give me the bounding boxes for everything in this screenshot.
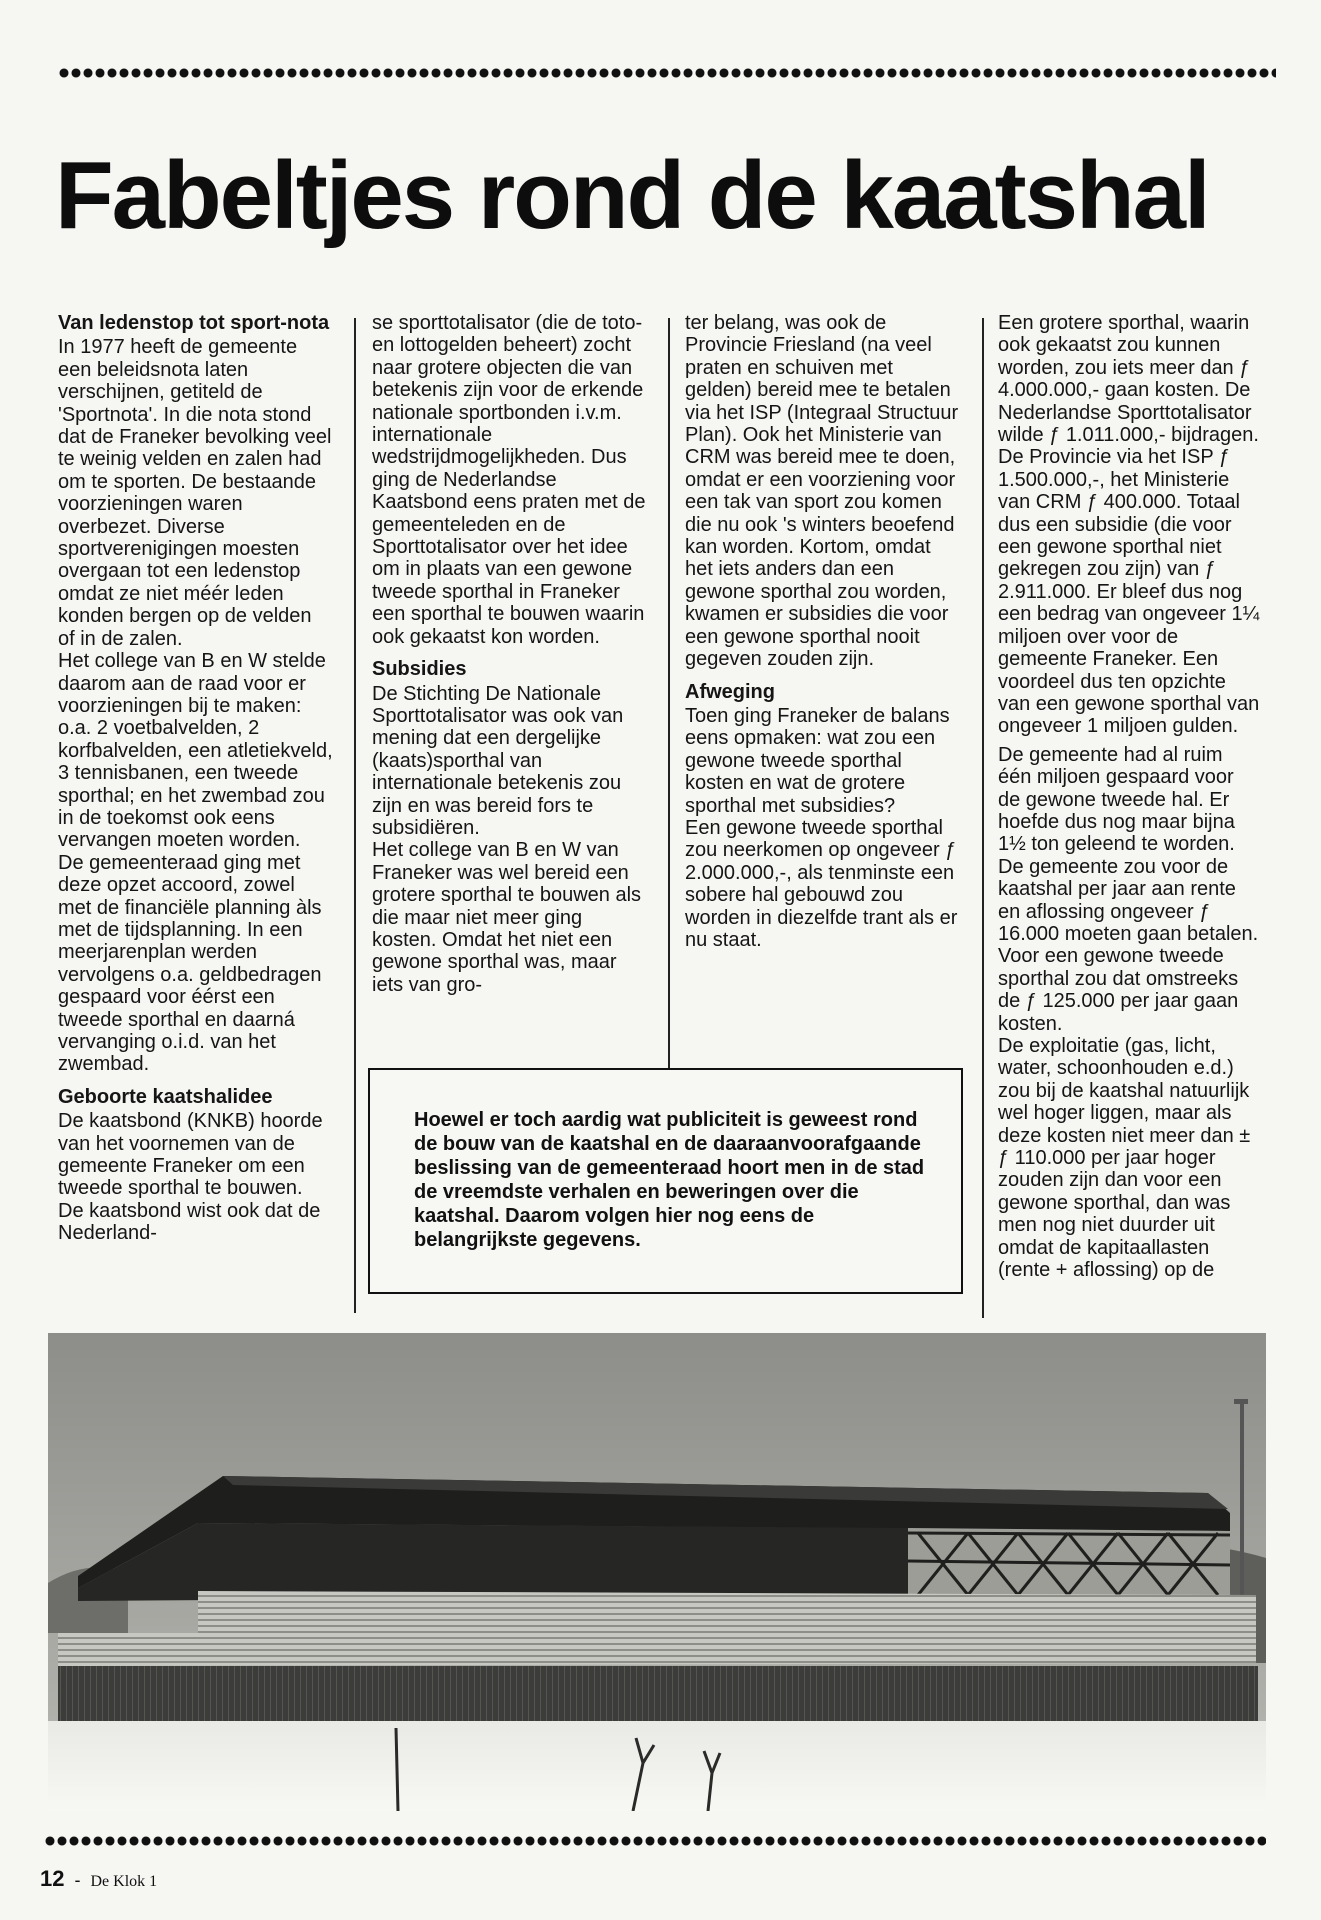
heading-ledenstop: Van ledenstop tot sport-nota (58, 312, 330, 334)
paragraph: De Stichting De Nationale Sporttotalisator was ook van mening dat een dergelijke (kaats)sporthal van internationale betekenis zou zijn en was bereid fors te subsidiëren. (372, 682, 624, 839)
column-divider (982, 318, 984, 1318)
heading-kaatshalidee: Geboorte kaatshalidee (58, 1085, 273, 1108)
kaatshal-photo (48, 1333, 1266, 1811)
page-number: 12 (40, 1866, 65, 1891)
page-footer (40, 1866, 157, 1892)
column-3 (685, 312, 960, 951)
column-divider (354, 318, 356, 1313)
column-4 (998, 312, 1260, 1281)
column-1 (58, 312, 333, 1245)
paragraph: De kaatsbond (KNKB) hoorde van het voornemen van de gemeente Franeker om een tweede sporthal te bouwen. De kaatsbond wist ook dat de Nederland- (58, 1110, 323, 1245)
column-2 (372, 312, 647, 996)
paragraph: Een grotere sporthal, waarin ook gekaatst zou kunnen worden, zou iets meer dan ƒ 4.000.000,- gaan kosten. De Nederlandse Sporttotalisator wilde ƒ 1.011.000,- bijdragen. De Provincie via het ISP ƒ 1.500.000,-, het Ministerie van CRM ƒ 400.000. Totaal dus een subsidie (die voor een gewone sporthal niet gekregen zou zijn) van ƒ 2.911.000. Er bleef dus nog een bedrag van ongeveer 1¼ miljoen over voor de gemeente Franeker. Een voordeel dus ten opzichte van een gewone sporthal van ongeveer 1 miljoen gulden. (998, 312, 1260, 738)
paragraph: In 1977 heeft de gemeente een beleidsnota laten verschijnen, getiteld de 'Sportnota'. In die nota stond dat de Franeker bevolking veel te weinig velden en zalen had om te sporten. De bestaande voorzieningen waren overbezet. Diverse sportverenigingen moesten overgaan tot een ledenstop omdat ze niet méér leden konden bergen op de velden of in de zalen. (58, 336, 332, 650)
paragraph: Het college van B en W van Franeker was wel bereid een grotere sporthal te bouwen als die maar niet meer ging kosten. Omdat het niet een gewone sporthal was, maar iets van gro- (372, 839, 642, 996)
column-divider (668, 318, 670, 1070)
footer-separator: - (74, 1870, 81, 1890)
paragraph: De exploitatie (gas, licht, water, schoonhouden e.d.) zou bij de kaatshal natuurlijk wel hoger liggen, maar als deze kosten niet meer dan ± ƒ 110.000 per jaar hoger zouden zijn dan voor een gewone sporthal, dan was men nog niet duurder uit omdat de kapitaallasten (rente + aflossing) op de (998, 1035, 1251, 1282)
kaatshal-photo-drawing (48, 1333, 1266, 1811)
paragraph: De gemeente had al ruim één miljoen gespaard voor de gewone tweede hal. Er hoefde dus nog maar bijna 1½ ton geleend te worden. De gemeente zou voor de kaatshal per jaar aan rente en aflossing ongeveer ƒ 16.000 moeten gaan betalen. Voor een gewone tweede sporthal zou dat omstreeks de ƒ 125.000 per jaar gaan kosten. (998, 743, 1259, 1035)
intro-text: Hoewel er toch aardig wat publiciteit is geweest rond de bouw van de kaatshal en de daaraanvoorafgaande beslissing van de gemeenteraad hoort men in de stad de vreemdste verhalen en beweringen over die kaatshal. Daarom volgen hier nog eens de belangrijkste gegevens. (414, 1109, 925, 1251)
paragraph: se sporttotalisator (die de toto- en lottogelden beheert) zocht naar grotere objecten die van betekenis zijn voor de erkende nationale sportbonden i.v.m. internationale wedstrijdmogelijkheden. Dus ging de Nederlandse Kaatsbond eens praten met de gemeenteleden en de Sporttotalisator over het idee om in plaats van een gewone tweede sporthal in Franeker een sporthal te bouwen waarin ook gekaatst kon worden. (372, 312, 646, 648)
intro-box (368, 1068, 963, 1294)
page-title: Fabeltjes rond de kaatshal (55, 142, 1209, 249)
paragraph: Toen ging Franeker de balans eens opmaken: wat zou een gewone tweede sporthal kosten en wat de grotere sporthal met subsidies? (685, 704, 950, 817)
bottom-dot-border (44, 1834, 1266, 1848)
heading-afweging: Afweging (685, 680, 775, 703)
top-dot-border (58, 66, 1276, 80)
paragraph: Het college van B en W stelde daarom aan de raad voor er voorzieningen bij te maken: o.a. 2 voetbalvelden, 2 korfbalvelden, een atletiekveld, 3 tennisbanen, een tweede sporthal; en het zwembad zou in de toekomst ook eens vervangen moeten worden. (58, 650, 333, 852)
paragraph: De gemeenteraad ging met deze opzet accoord, zowel met de financiële planning àls met de tijdsplanning. In een meerjarenplan werden vervolgens o.a. geldbedragen gespaard voor éérst een tweede sporthal en daarná vervanging o.i.d. van het zwembad. (58, 851, 322, 1076)
heading-subsidies: Subsidies (372, 658, 467, 681)
paragraph: ter belang, was ook de Provincie Friesland (na veel praten en schuiven met gelden) bereid mee te betalen via het ISP (Integraal Structuur Plan). Ook het Ministerie van CRM was bereid mee te doen, omdat er een voorziening voor een tak van sport zou komen die nu ook 's winters beoefend kan worden. Kortom, omdat het iets anders dan een gewone sporthal zou worden, kwamen er subsidies die voor een gewone sporthal nooit gegeven zouden zijn. (685, 312, 959, 671)
magazine-name: De Klok 1 (90, 1873, 158, 1890)
paragraph: Een gewone tweede sporthal zou neerkomen op ongeveer ƒ 2.000.000,-, als tenminste een sobere hal gebouwd zou worden in diezelfde trant als er nu staat. (685, 816, 958, 951)
